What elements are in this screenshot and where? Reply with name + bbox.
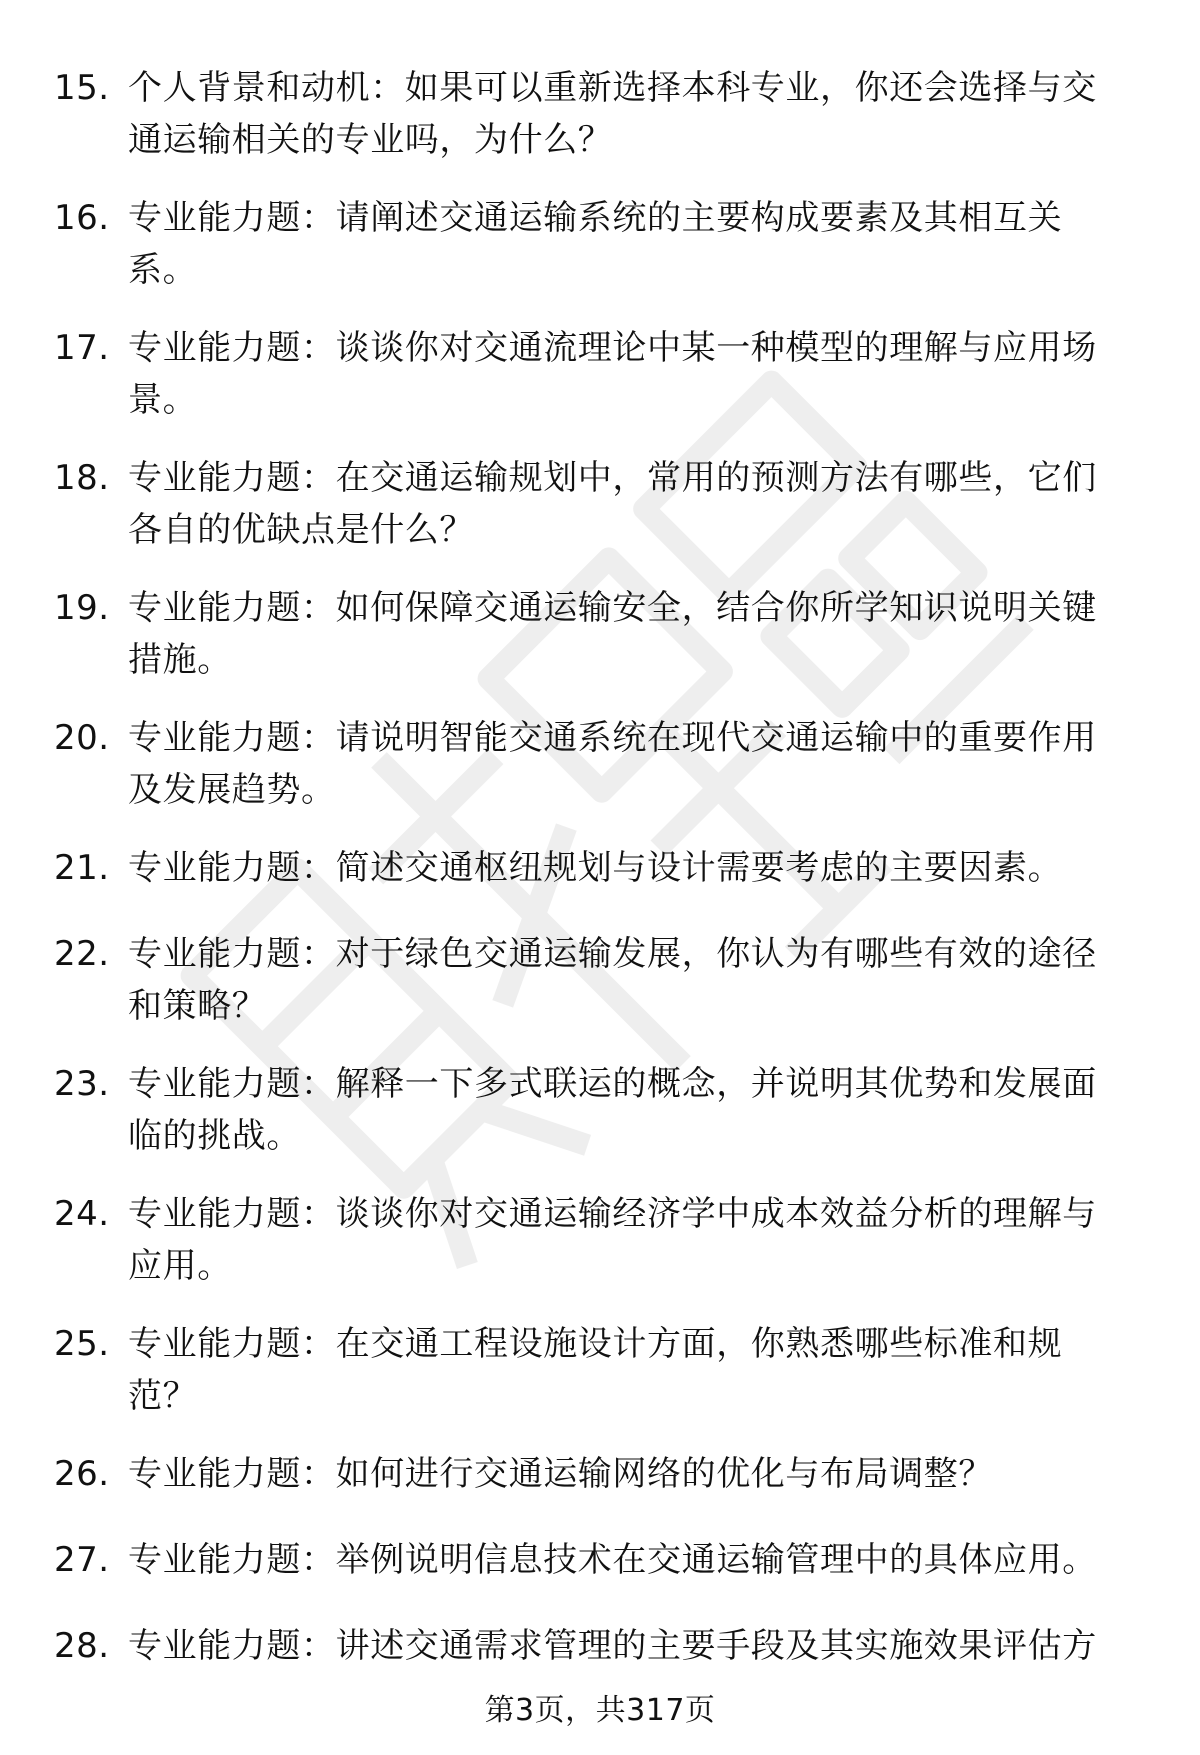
question-number: 25.	[54, 1324, 110, 1364]
question-text: 个人背景和动机：如果可以重新选择本科专业，你还会选择与交 通运输相关的专业吗，为什么？	[128, 68, 1097, 160]
question-number: 24.	[54, 1194, 110, 1234]
question-item	[0, 1058, 1200, 1188]
question-text: 专业能力题：对于绿色交通运输发展，你认为有哪些有效的途径 和策略？	[128, 934, 1097, 1026]
question-number: 28.	[54, 1626, 110, 1666]
question-number: 26.	[54, 1454, 110, 1494]
question-item	[0, 62, 1200, 192]
question-text: 专业能力题：解释一下多式联运的概念，并说明其优势和发展面 临的挑战。	[128, 1064, 1097, 1156]
question-item	[0, 322, 1200, 452]
question-number: 19.	[54, 588, 110, 628]
question-text: 专业能力题：讲述交通需求管理的主要手段及其实施效果评估方	[128, 1626, 1097, 1666]
question-item	[0, 192, 1200, 322]
question-number: 23.	[54, 1064, 110, 1104]
question-text: 专业能力题：在交通工程设施设计方面，你熟悉哪些标准和规 范？	[128, 1324, 1063, 1416]
question-number: 15.	[54, 68, 110, 108]
question-item	[0, 1188, 1200, 1318]
question-text: 专业能力题：如何保障交通运输安全，结合你所学知识说明关键 措施。	[128, 588, 1097, 680]
question-text: 专业能力题：谈谈你对交通运输经济学中成本效益分析的理解与 应用。	[128, 1194, 1097, 1286]
question-number: 18.	[54, 458, 110, 498]
question-number: 22.	[54, 934, 110, 974]
question-text: 专业能力题：谈谈你对交通流理论中某一种模型的理解与应用场 景。	[128, 328, 1097, 420]
question-number: 17.	[54, 328, 110, 368]
question-text: 专业能力题：简述交通枢纽规划与设计需要考虑的主要因素。	[128, 848, 1063, 888]
question-item	[0, 928, 1200, 1058]
question-number: 16.	[54, 198, 110, 238]
question-text: 专业能力题：请阐述交通运输系统的主要构成要素及其相互关 系。	[128, 198, 1063, 290]
question-item	[0, 452, 1200, 582]
page-number-footer: 第3页，共317页	[484, 1693, 716, 1728]
question-item	[0, 712, 1200, 842]
question-number: 20.	[54, 718, 110, 758]
question-list	[0, 62, 1200, 1706]
question-item	[0, 842, 1200, 928]
question-number: 27.	[54, 1540, 110, 1580]
question-text: 专业能力题：在交通运输规划中，常用的预测方法有哪些，它们 各自的优缺点是什么？	[128, 458, 1097, 550]
question-text: 专业能力题：如何进行交通运输网络的优化与布局调整？	[128, 1454, 993, 1494]
question-item	[0, 1318, 1200, 1448]
question-text: 专业能力题：举例说明信息技术在交通运输管理中的具体应用。	[128, 1540, 1097, 1580]
question-text: 专业能力题：请说明智能交通系统在现代交通运输中的重要作用 及发展趋势。	[128, 718, 1097, 810]
question-item	[0, 1534, 1200, 1620]
question-item	[0, 582, 1200, 712]
question-item	[0, 1448, 1200, 1534]
question-number: 21.	[54, 848, 110, 888]
